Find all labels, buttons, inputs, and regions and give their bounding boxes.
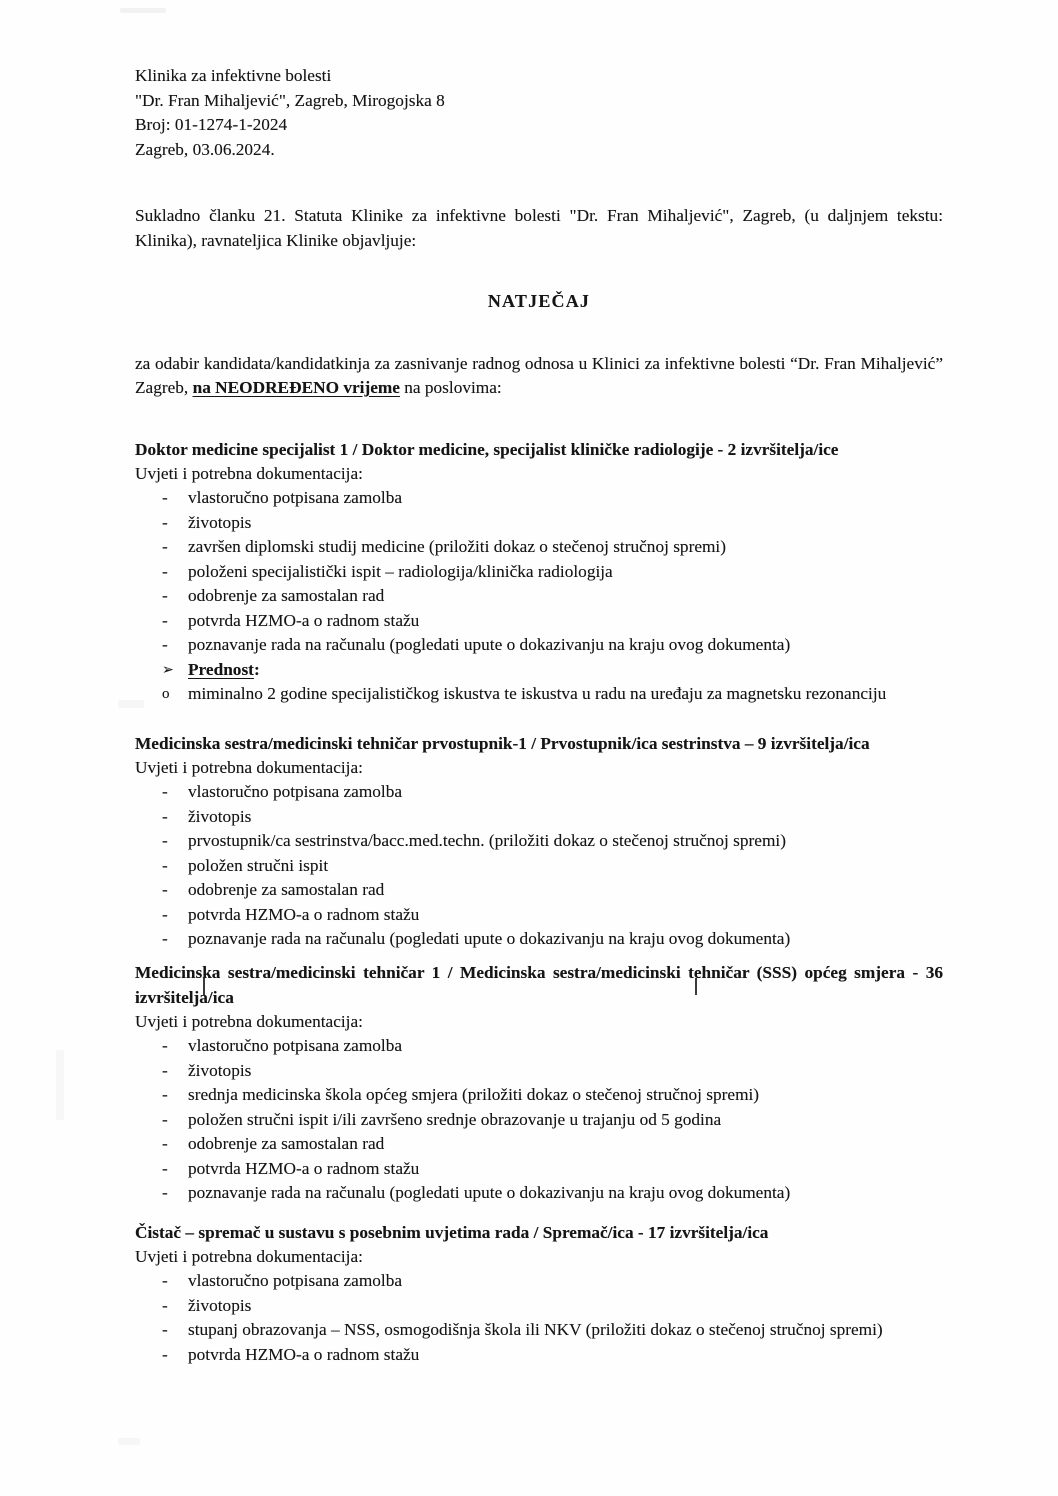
requirement-text: odobrenje za samostalan rad	[188, 1134, 385, 1153]
requirements-list	[135, 486, 943, 707]
requirement-text: vlastoručno potpisana zamolba	[188, 782, 403, 801]
subject-text-before: za odabir kandidata/kandidatkinja za zasnivanje radnog odnosa u Klinici za infektivne bolesti “Dr. Fran Mihaljević” Zagreb,	[135, 353, 943, 397]
job-section-cistac-spremac	[135, 1220, 943, 1368]
requirement-item	[135, 560, 943, 585]
requirement-text: poznavanje rada na računalu (pogledati upute o dokazivanju na kraju ovog dokumenta)	[188, 1183, 791, 1202]
requirement-text: potvrda HZMO-a o radnom stažu	[188, 904, 420, 924]
dash-bullet-icon: -	[162, 1344, 168, 1364]
letterhead-institution: Klinika za infektivne bolesti	[135, 66, 332, 85]
conditions-label: Uvjeti i potrebna dokumentacija:	[135, 757, 363, 777]
intro-paragraph: Sukladno članku 21. Statuta Klinike za infektivne bolesti "Dr. Fran Mihaljević", Zagreb, (u daljnjem tekstu: Klinika), ravnateljica Klinike objavljuje:	[135, 206, 943, 250]
requirements-list	[135, 1269, 943, 1367]
requirement-text: životopis	[188, 512, 252, 532]
dash-bullet-icon: -	[162, 512, 168, 532]
requirement-text: položeni specijalistički ispit – radiologija/klinička radiologija	[188, 561, 613, 581]
dash-bullet-icon: -	[162, 880, 168, 899]
dash-bullet-icon: -	[162, 782, 168, 801]
dash-bullet-icon: -	[162, 1134, 168, 1153]
requirement-text: vlastoručno potpisana zamolba	[188, 488, 403, 507]
requirement-item	[135, 1157, 943, 1182]
requirements-list	[135, 780, 943, 952]
letterhead	[135, 64, 943, 162]
requirement-item	[135, 1181, 943, 1206]
dash-bullet-icon: -	[162, 1320, 168, 1339]
conditions-label: Uvjeti i potrebna dokumentacija:	[135, 1246, 363, 1266]
requirement-text: poznavanje rada na računalu (pogledati upute o dokazivanju na kraju ovog dokumenta)	[188, 929, 791, 948]
requirement-text: životopis	[188, 1295, 252, 1315]
advantage-item	[135, 682, 943, 707]
job-section-sestra-prvostupnik	[135, 731, 943, 952]
dash-bullet-icon: -	[162, 806, 168, 826]
requirement-text: srednja medicinska škola općeg smjera (priložiti dokaz o stečenoj stručnoj spremi)	[188, 1085, 760, 1104]
requirement-item	[135, 584, 943, 609]
requirement-text: završen diplomski studij medicine (priložiti dokaz o stečenoj stručnoj spremi)	[188, 537, 726, 556]
conditions-label: Uvjeti i potrebna dokumentacija:	[135, 1011, 363, 1031]
dash-bullet-icon: -	[162, 904, 168, 924]
job-section-title: Medicinska sestra/medicinski tehničar 1 / Medicinska sestra/medicinski tehničar (SSS) općeg smjera - 36 izvršitelja/ica	[135, 962, 943, 1007]
subject-emphasis: na NEODREĐENO vrijeme	[192, 378, 400, 397]
dash-bullet-icon: -	[162, 586, 168, 605]
requirement-item	[135, 903, 943, 928]
requirements-list	[135, 1034, 943, 1206]
requirement-text: položen stručni ispit	[188, 855, 329, 875]
subject-text-after: na poslovima:	[399, 378, 502, 397]
circle-bullet-icon: o	[162, 686, 170, 702]
requirement-item	[135, 1318, 943, 1343]
job-section-sestra-sss	[135, 960, 943, 1206]
requirement-text: vlastoručno potpisana zamolba	[188, 1036, 403, 1055]
requirement-text: potvrda HZMO-a o radnom stažu	[188, 1344, 420, 1364]
requirement-item	[135, 805, 943, 830]
requirement-item	[135, 1083, 943, 1108]
requirement-item	[135, 633, 943, 658]
dash-bullet-icon: -	[162, 1271, 168, 1290]
requirement-item	[135, 1294, 943, 1319]
dash-bullet-icon: -	[162, 1109, 168, 1129]
advantage-colon: :	[253, 659, 260, 679]
scan-smudge	[56, 1050, 64, 1120]
requirement-item	[135, 878, 943, 903]
requirement-item	[135, 1059, 943, 1084]
advantage-label: Prednost	[188, 659, 254, 679]
advantage-heading	[135, 658, 943, 683]
job-section-title: Doktor medicine specijalist 1 / Doktor medicine, specijalist kliničke radiologije - 2 izvršitelja/ice	[135, 439, 839, 459]
dash-bullet-icon: -	[162, 561, 168, 581]
dash-bullet-icon: -	[162, 1085, 168, 1104]
requirement-item	[135, 1132, 943, 1157]
requirement-item	[135, 1269, 943, 1294]
letterhead-date: Zagreb, 03.06.2024.	[135, 139, 275, 159]
dash-bullet-icon: -	[162, 1036, 168, 1055]
requirement-text: životopis	[188, 1060, 252, 1080]
requirement-item	[135, 511, 943, 536]
requirement-text: poznavanje rada na računalu (pogledati upute o dokazivanju na kraju ovog dokumenta)	[188, 635, 791, 654]
requirement-item	[135, 1034, 943, 1059]
scan-smudge	[118, 1438, 140, 1445]
requirement-text: potvrda HZMO-a o radnom stažu	[188, 610, 420, 630]
conditions-label: Uvjeti i potrebna dokumentacija:	[135, 463, 363, 483]
dash-bullet-icon: -	[162, 855, 168, 875]
requirement-text: stupanj obrazovanja – NSS, osmogodišnja škola ili NKV (priložiti dokaz o stečenoj stručnoj spremi)	[188, 1320, 883, 1339]
letterhead-number: Broj: 01-1274-1-2024	[135, 115, 288, 134]
letterhead-address: "Dr. Fran Mihaljević", Zagreb, Mirogojska 8	[135, 90, 445, 110]
arrowhead-bullet-icon: ➢	[162, 661, 174, 678]
dash-bullet-icon: -	[162, 635, 168, 654]
job-section-title: Čistač – spremač u sustavu s posebnim uvjetima rada / Spremač/ica - 17 izvršitelja/ica	[135, 1222, 769, 1242]
document-content	[135, 0, 943, 1367]
requirement-item	[135, 927, 943, 952]
dash-bullet-icon: -	[162, 929, 168, 948]
requirement-item	[135, 780, 943, 805]
job-section-doktor-medicine	[135, 437, 943, 707]
dash-bullet-icon: -	[162, 1295, 168, 1315]
dash-bullet-icon: -	[162, 1158, 168, 1178]
requirement-text: životopis	[188, 806, 252, 826]
dash-bullet-icon: -	[162, 537, 168, 556]
requirement-item	[135, 829, 943, 854]
subject-paragraph	[135, 352, 943, 401]
requirement-item	[135, 1343, 943, 1368]
requirement-item	[135, 486, 943, 511]
requirement-item	[135, 535, 943, 560]
requirement-text: prvostupnik/ca sestrinstva/bacc.med.techn. (priložiti dokaz o stečenoj stručnoj spremi)	[188, 831, 786, 850]
dash-bullet-icon: -	[162, 1183, 168, 1202]
requirement-text: položen stručni ispit i/ili završeno srednje obrazovanje u trajanju od 5 godina	[188, 1109, 722, 1129]
dash-bullet-icon: -	[162, 488, 168, 507]
dash-bullet-icon: -	[162, 1060, 168, 1080]
advantage-item-text: miminalno 2 godine specijalističkog iskustva te iskustva u radu na uređaju za magnetsku rezonanciju	[188, 684, 887, 703]
requirement-item	[135, 854, 943, 879]
requirement-text: vlastoručno potpisana zamolba	[188, 1271, 403, 1290]
dash-bullet-icon: -	[162, 610, 168, 630]
document-title: NATJEČAJ	[487, 291, 591, 311]
job-section-title: Medicinska sestra/medicinski tehničar prvostupnik-1 / Prvostupnik/ica sestrinstva – 9 izvršitelja/ica	[135, 733, 870, 753]
requirement-text: potvrda HZMO-a o radnom stažu	[188, 1158, 420, 1178]
requirement-text: odobrenje za samostalan rad	[188, 586, 385, 605]
dash-bullet-icon: -	[162, 831, 168, 850]
requirement-text: odobrenje za samostalan rad	[188, 880, 385, 899]
requirement-item	[135, 1108, 943, 1133]
requirement-item	[135, 609, 943, 634]
